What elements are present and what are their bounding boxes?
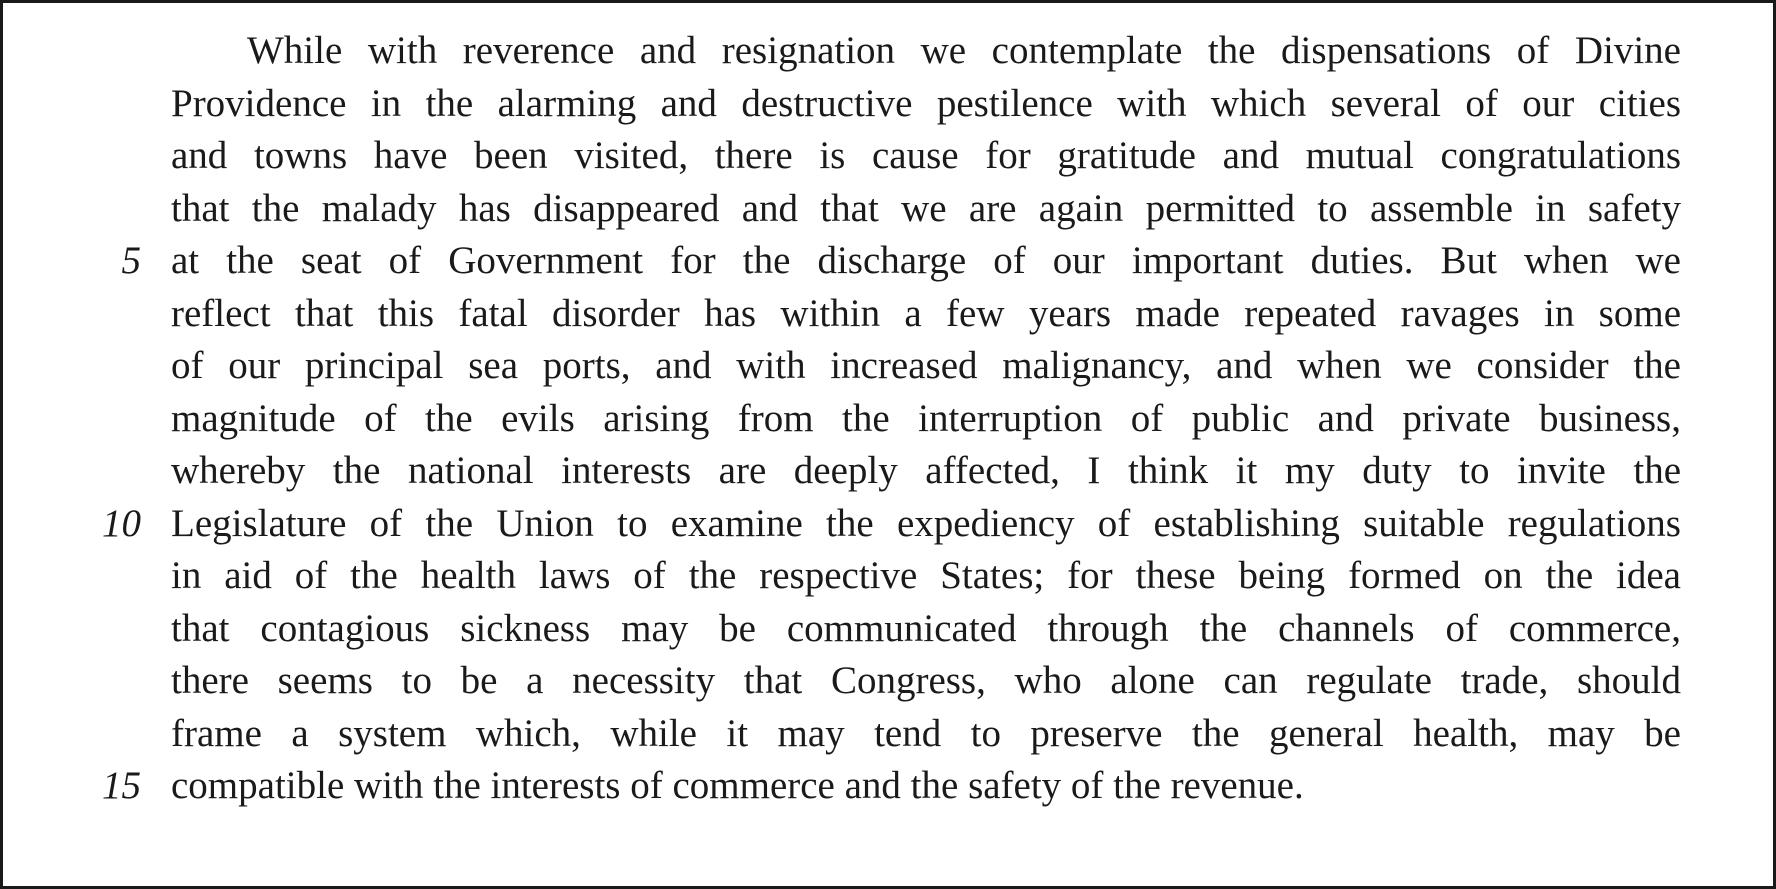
line-text: While with reverence and resignation we contemplate the dispensations of Divine (247, 29, 1681, 72)
passage-line (3, 445, 1776, 498)
passage-line (3, 498, 1776, 551)
line-text: that the malady has disappeared and that we are again permitted to assemble in safety (171, 186, 1681, 230)
line-text: and towns have been visited, there is cause for gratitude and mutual congratulations (171, 134, 1681, 177)
line-text: at the seat of Government for the discharge of our important duties. But when we (171, 239, 1681, 282)
line-text: Legislature of the Union to examine the expediency of establishing suitable regulations (171, 501, 1681, 545)
line-text: of our principal sea ports, and with increased malignancy, and when we consider the (171, 344, 1681, 387)
passage-line (3, 760, 1776, 813)
line-text: frame a system which, while it may tend to preserve the general health, may be (171, 711, 1681, 755)
line-text: Providence in the alarming and destructive pestilence with which several of our cities (171, 81, 1681, 125)
line-text: magnitude of the evils arising from the interruption of public and private business, (171, 396, 1681, 440)
line-text: whereby the national interests are deeply affected, I think it my duty to invite the (171, 449, 1681, 492)
line-text: compatible with the interests of commerce and the safety of the revenue. (171, 764, 1304, 807)
passage-line (3, 655, 1776, 708)
line-text: there seems to be a necessity that Congress, who alone can regulate trade, should (171, 659, 1681, 702)
line-number: 15 (102, 764, 141, 807)
passage-line (3, 130, 1776, 183)
line-text: in aid of the health laws of the respective States; for these being formed on the idea (171, 554, 1681, 597)
passage-line (3, 25, 1776, 78)
passage-line (3, 393, 1776, 446)
passage-line (3, 235, 1776, 288)
passage-line (3, 708, 1776, 761)
passage-line (3, 288, 1776, 341)
passage-line (3, 183, 1776, 236)
line-number: 5 (121, 239, 141, 282)
passage-line (3, 340, 1776, 393)
line-text: that contagious sickness may be communicated through the channels of commerce, (171, 606, 1681, 650)
line-text: reflect that this fatal disorder has within a few years made repeated ravages in some (171, 291, 1681, 335)
line-number: 10 (102, 501, 141, 545)
passage-line (3, 550, 1776, 603)
passage (3, 25, 1776, 813)
passage-line (3, 603, 1776, 656)
passage-line (3, 78, 1776, 131)
